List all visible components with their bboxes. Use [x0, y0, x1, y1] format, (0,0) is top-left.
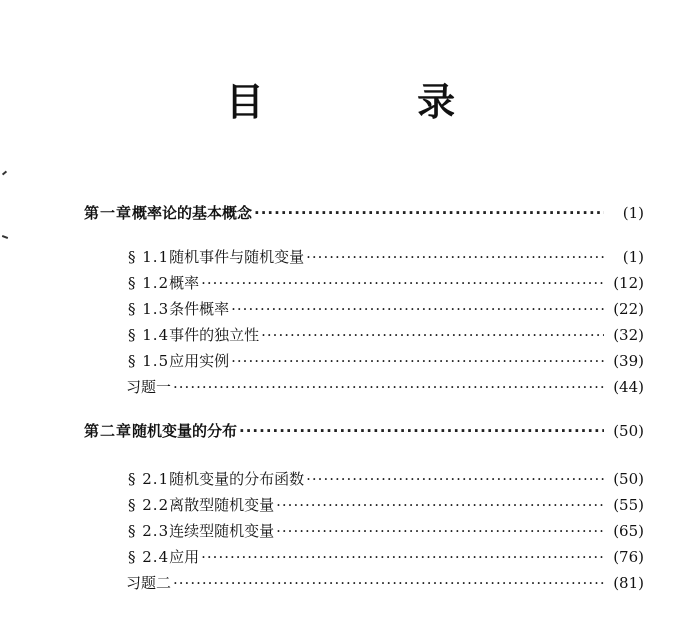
- toc-section-row[interactable]: [128, 468, 644, 490]
- dot-leader: [254, 202, 604, 224]
- toc-section-row[interactable]: [128, 494, 644, 516]
- dot-leader: [306, 246, 604, 268]
- dot-leader: [201, 272, 604, 294]
- toc-entry-title: 概率论的基本概念: [132, 204, 253, 222]
- toc-section-row[interactable]: [128, 298, 644, 320]
- toc-page-number: (50): [613, 470, 644, 488]
- dot-leader: [239, 420, 604, 442]
- toc-entry-title: 随机事件与随机变量: [169, 248, 305, 266]
- toc-entry-title: 随机变量的分布: [132, 422, 238, 440]
- toc-entry-number: § 2.3: [128, 522, 170, 540]
- toc-section-row[interactable]: [128, 350, 644, 372]
- toc-entry-number: § 1.5: [128, 352, 170, 370]
- dot-leader: [173, 572, 604, 594]
- toc-page-number: (1): [622, 248, 644, 266]
- dot-leader: [276, 520, 604, 542]
- toc-page-number: (55): [613, 496, 644, 514]
- dot-leader: [306, 468, 604, 490]
- toc-entry-title: 概率: [169, 274, 200, 292]
- toc-section-row[interactable]: [128, 246, 644, 268]
- toc-entry-title: 连续型随机变量: [169, 522, 275, 540]
- scan-artifact: [2, 235, 8, 239]
- toc-entry-title: 事件的独立性: [169, 326, 260, 344]
- toc-page-number: (44): [613, 378, 644, 396]
- toc-page-number: (76): [613, 548, 644, 566]
- page-title: 目 录: [225, 80, 526, 124]
- toc-page-number: (12): [613, 274, 644, 292]
- toc-entry-number: § 2.4: [128, 548, 170, 566]
- toc-section-row[interactable]: [128, 272, 644, 294]
- dot-leader: [201, 546, 604, 568]
- toc-section-row[interactable]: [128, 324, 644, 346]
- toc-exercise-row[interactable]: [126, 376, 644, 398]
- dot-leader: [276, 494, 604, 516]
- toc-entry-title: 离散型随机变量: [169, 496, 275, 514]
- toc-entry-number: § 2.1: [128, 470, 170, 488]
- scan-artifact: [2, 171, 7, 176]
- toc-entry-number: 第一章: [84, 204, 133, 222]
- toc-entry-number: § 1.4: [128, 326, 170, 344]
- toc-chapter-row[interactable]: [84, 420, 644, 442]
- toc-entry-number: 第二章: [84, 422, 133, 440]
- toc-entry-title: 习题一: [126, 378, 172, 396]
- toc-entry-number: § 1.3: [128, 300, 170, 318]
- toc-entry-number: § 2.2: [128, 496, 170, 514]
- toc-entry-number: § 1.2: [128, 274, 170, 292]
- toc-entry-title: 条件概率: [169, 300, 230, 318]
- toc-entry-number: § 1.1: [128, 248, 170, 266]
- toc-chapter-row[interactable]: [84, 202, 644, 224]
- toc-entry-title: 应用实例: [169, 352, 230, 370]
- dot-leader: [231, 350, 604, 372]
- dot-leader: [261, 324, 604, 346]
- toc-page-number: (65): [613, 522, 644, 540]
- toc-page-number: (32): [613, 326, 644, 344]
- toc-entry-title: 习题二: [126, 574, 172, 592]
- toc-entry-title: 应用: [169, 548, 200, 566]
- toc-page-number: (50): [613, 422, 644, 440]
- toc-entry-title: 随机变量的分布函数: [169, 470, 305, 488]
- toc-page-number: (1): [622, 204, 644, 222]
- toc-exercise-row[interactable]: [126, 572, 644, 594]
- toc-section-row[interactable]: [128, 546, 644, 568]
- dot-leader: [173, 376, 604, 398]
- toc-page-number: (39): [613, 352, 644, 370]
- toc-page-number: (22): [613, 300, 644, 318]
- dot-leader: [231, 298, 604, 320]
- toc-page-number: (81): [613, 574, 644, 592]
- toc-section-row[interactable]: [128, 520, 644, 542]
